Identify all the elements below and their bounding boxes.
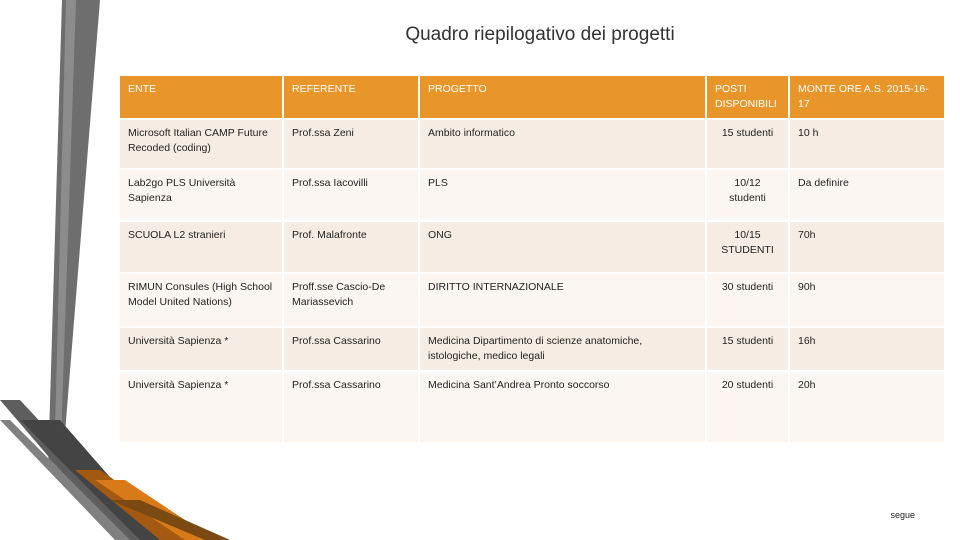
cell-monte-ore: Da definire bbox=[789, 169, 945, 221]
cell-posti: 15 studenti bbox=[706, 327, 789, 371]
table-row bbox=[119, 119, 945, 169]
cell-monte-ore: 16h bbox=[789, 327, 945, 371]
cell-progetto: Medicina Sant’Andrea Pronto soccorso bbox=[419, 371, 706, 443]
cell-posti: 10/12 studenti bbox=[706, 169, 789, 221]
cell-posti: 10/15 STUDENTI bbox=[706, 221, 789, 273]
cell-monte-ore: 70h bbox=[789, 221, 945, 273]
cell-progetto: DIRITTO INTERNAZIONALE bbox=[419, 273, 706, 327]
cell-ente: Microsoft Italian CAMP Future Recoded (coding) bbox=[119, 119, 283, 169]
header-monte-ore: MONTE ORE A.S. 2015-16-17 bbox=[789, 75, 945, 119]
cell-progetto: ONG bbox=[419, 221, 706, 273]
cell-referente: Prof.ssa Iacovilli bbox=[283, 169, 419, 221]
table-row bbox=[119, 371, 945, 443]
table-row bbox=[119, 169, 945, 221]
slide-title: Quadro riepilogativo dei progetti bbox=[405, 24, 675, 45]
header-posti: POSTI DISPONIBILI bbox=[706, 75, 789, 119]
table-row bbox=[119, 221, 945, 273]
table-header-row bbox=[119, 75, 945, 119]
cell-progetto: Medicina Dipartimento di scienze anatomiche, istologiche, medico legali bbox=[419, 327, 706, 371]
cell-referente: Prof.ssa Zeni bbox=[283, 119, 419, 169]
cell-progetto: Ambito informatico bbox=[419, 119, 706, 169]
cell-posti: 30 studenti bbox=[706, 273, 789, 327]
cell-referente: Prof.ssa Cassarino bbox=[283, 327, 419, 371]
table-row bbox=[119, 273, 945, 327]
cell-monte-ore: 90h bbox=[789, 273, 945, 327]
header-progetto: PROGETTO bbox=[419, 75, 706, 119]
cell-referente: Prof.ssa Cassarino bbox=[283, 371, 419, 443]
cell-ente: Lab2go PLS Università Sapienza bbox=[119, 169, 283, 221]
cell-referente: Proff.sse Cascio-De Mariassevich bbox=[283, 273, 419, 327]
cell-referente: Prof. Malafronte bbox=[283, 221, 419, 273]
projects-table bbox=[118, 74, 946, 444]
cell-monte-ore: 20h bbox=[789, 371, 945, 443]
cell-ente: RIMUN Consules (High School Model United Nations) bbox=[119, 273, 283, 327]
cell-ente: Università Sapienza * bbox=[119, 327, 283, 371]
header-ente: ENTE bbox=[119, 75, 283, 119]
table-row bbox=[119, 327, 945, 371]
cell-posti: 15 studenti bbox=[706, 119, 789, 169]
next-slide-link[interactable]: segue bbox=[890, 510, 915, 520]
header-referente: REFERENTE bbox=[283, 75, 419, 119]
cell-progetto: PLS bbox=[419, 169, 706, 221]
cell-monte-ore: 10 h bbox=[789, 119, 945, 169]
cell-ente: Università Sapienza * bbox=[119, 371, 283, 443]
cell-posti: 20 studenti bbox=[706, 371, 789, 443]
cell-ente: SCUOLA L2 stranieri bbox=[119, 221, 283, 273]
